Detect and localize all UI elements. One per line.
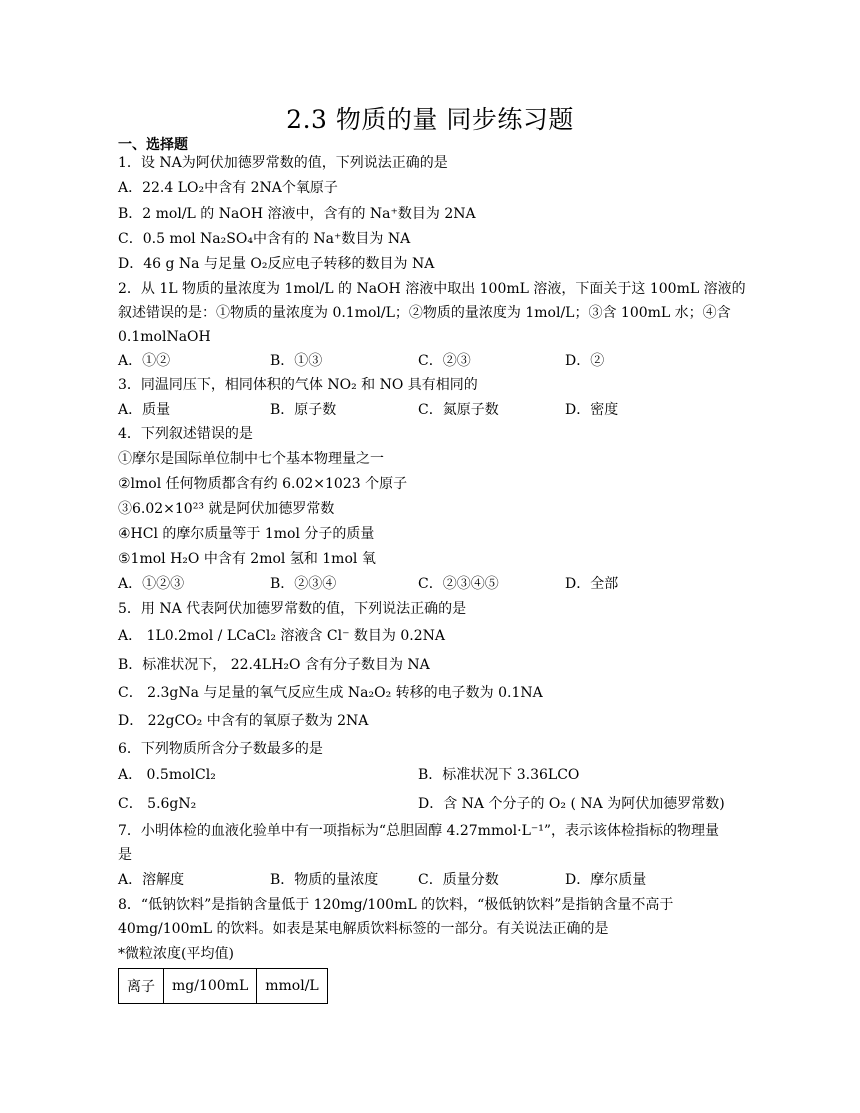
q4-statement-4: ④HCl 的摩尔质量等于 1mol 分子的质量 (118, 526, 375, 542)
q3-option-b: B．原子数 (270, 402, 337, 418)
q1-option-a: A．22.4 LO₂中含有 2NA个氧原子 (118, 180, 338, 196)
q3-option-a: A．质量 (118, 402, 171, 418)
q5-option-a: A． 1L0.2mol / LCaCl₂ 溶液含 Cl⁻ 数目为 0.2NA (118, 628, 445, 644)
q7-option-d: D．摩尔质量 (565, 872, 647, 888)
question-8-line-1: 8．“低钠饮料”是指钠含量低于 120mg/100mL 的饮料，“极低钠饮料”是指钠含量不高于 (118, 897, 674, 913)
q6-option-a: A． 0.5molCl₂ (118, 767, 216, 783)
q3-option-c: C．氮原子数 (418, 402, 499, 418)
question-2-line-2: 叙述错误的是：①物质的量浓度为 0.1mol/L；②物质的量浓度为 1mol/L；③含 100mL 水；④含 (118, 305, 731, 321)
q4-option-c: C．②③④⑤ (418, 576, 499, 592)
q4-option-b: B．②③④ (270, 576, 337, 592)
q4-statement-3: ③6.02×10²³ 就是阿伏加德罗常数 (118, 501, 335, 517)
q6-option-d: D．含 NA 个分子的 O₂ ( NA 为阿伏加德罗常数) (418, 796, 725, 812)
q6-option-b: B．标准状况下 3.36LCO (418, 767, 580, 783)
q5-option-d: D． 22gCO₂ 中含有的氧原子数为 2NA (118, 713, 369, 729)
q4-option-a: A．①②③ (118, 576, 185, 592)
question-6: 6．下列物质所含分子数最多的是 (118, 741, 323, 757)
question-4: 4．下列叙述错误的是 (118, 426, 253, 442)
page-title: 2.3 物质的量 同步练习题 (286, 105, 574, 134)
q2-option-d: D．② (565, 353, 605, 369)
q1-option-c: C．0.5 mol Na₂SO₄中含有的 Na⁺数目为 NA (118, 231, 411, 247)
table-header-cell: mg/100mL (164, 969, 257, 1004)
q4-option-d: D．全部 (565, 576, 619, 592)
q5-option-c: C． 2.3gNa 与足量的氧气反应生成 Na₂O₂ 转移的电子数为 0.1NA (118, 685, 543, 701)
q7-option-a: A．溶解度 (118, 872, 185, 888)
question-2-line-3: 0.1molNaOH (118, 329, 211, 345)
question-2-line-1: 2．从 1L 物质的量浓度为 1mol/L 的 NaOH 溶液中取出 100mL 溶液，下面关于这 100mL 溶液的 (118, 281, 746, 297)
q3-option-d: D．密度 (565, 402, 619, 418)
question-8-line-2: 40mg/100mL 的饮料。如表是某电解质饮料标签的一部分。有关说法正确的是 (118, 921, 609, 937)
q2-option-a: A．①② (118, 353, 171, 369)
question-3: 3．同温同压下，相同体积的气体 NO₂ 和 NO 具有相同的 (118, 377, 478, 393)
q4-statement-1: ①摩尔是国际单位制中七个基本物理量之一 (118, 451, 384, 467)
q1-option-b: B．2 mol/L 的 NaOH 溶液中，含有的 Na⁺数目为 2NA (118, 206, 476, 222)
q2-option-c: C．②③ (418, 353, 471, 369)
question-1: 1．设 NA为阿伏加德罗常数的值，下列说法正确的是 (118, 155, 448, 171)
question-5: 5．用 NA 代表阿伏加德罗常数的值，下列说法正确的是 (118, 601, 467, 617)
q7-option-c: C．质量分数 (418, 872, 499, 888)
q5-option-b: B．标准状况下， 22.4LH₂O 含有分子数目为 NA (118, 657, 430, 673)
question-7-line-2: 是 (118, 847, 132, 863)
electrolyte-table (118, 968, 328, 1004)
table-caption: *微粒浓度(平均值) (118, 946, 234, 962)
table-header-cell: mmol/L (257, 969, 327, 1004)
table-header-row (119, 969, 328, 1004)
question-7-line-1: 7．小明体检的血液化验单中有一项指标为“总胆固醇 4.27mmol·L⁻¹”，表示该体检指标的物理量 (118, 823, 720, 839)
q2-option-b: B．①③ (270, 353, 323, 369)
section-heading: 一、选择题 (118, 137, 188, 153)
table-header-cell: 离子 (119, 969, 164, 1004)
q4-statement-5: ⑤1mol H₂O 中含有 2mol 氢和 1mol 氧 (118, 551, 376, 567)
q4-statement-2: ②lmol 任何物质都含有约 6.02×1023 个原子 (118, 476, 408, 492)
q1-option-d: D．46 g Na 与足量 O₂反应电子转移的数目为 NA (118, 256, 435, 272)
q7-option-b: B．物质的量浓度 (270, 872, 379, 888)
q6-option-c: C． 5.6gN₂ (118, 796, 197, 812)
